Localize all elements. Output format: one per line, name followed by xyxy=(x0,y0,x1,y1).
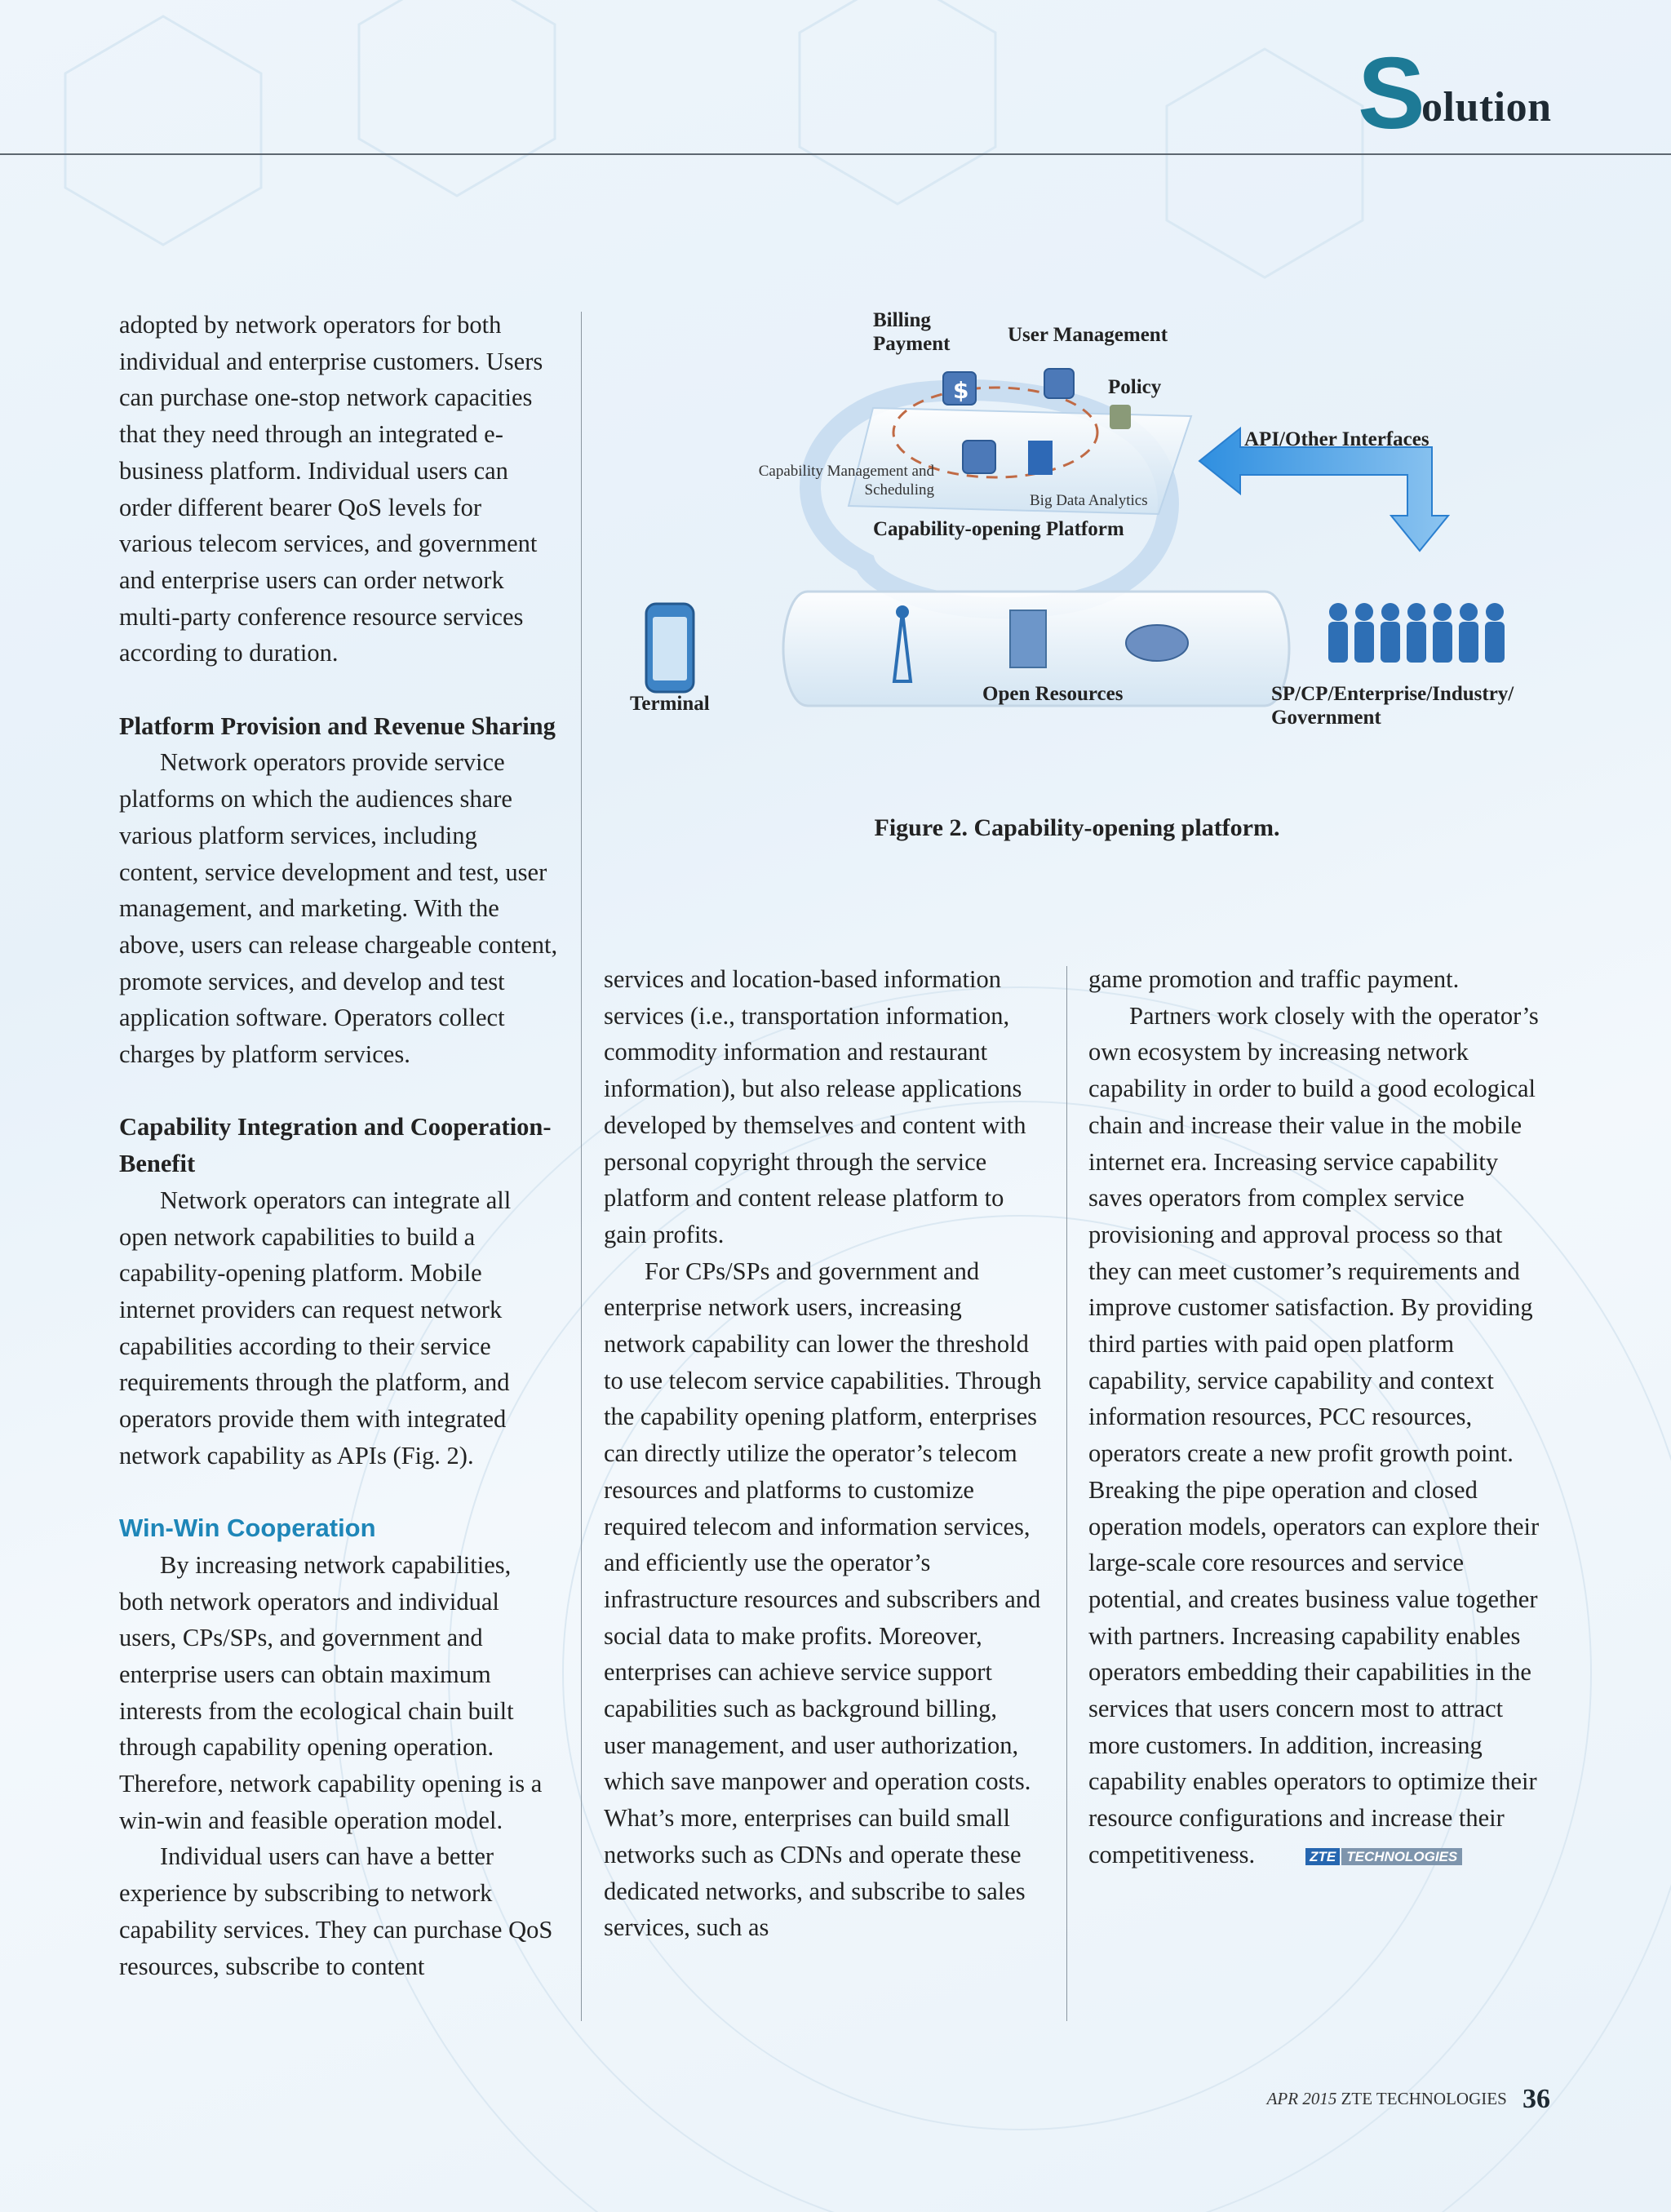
big-data-icon xyxy=(1028,441,1053,475)
page-number: 36 xyxy=(1523,2084,1550,2114)
policy-icon xyxy=(1110,405,1131,429)
subheading-platform-provision: Platform Provision and Revenue Sharing xyxy=(119,711,556,740)
paragraph: By increasing network capabilities, both network operators and individual users, CPs/SPs, and government and enterprise users can obtain maximum interests from the ecological chain built through capability opening operation. Therefore, network capability opening is a win-win and feasible operation model. xyxy=(119,1550,543,1834)
section-logo xyxy=(1358,38,1554,150)
label-policy: Policy xyxy=(1108,376,1162,398)
paragraph: game promotion and traffic payment. xyxy=(1088,965,1460,993)
column-3 xyxy=(1088,961,1545,1873)
paragraph-text: Partners work closely with the operator’s own ecosystem by increasing network capability in order to build a good ecological chain and increase their value in the mobile internet era. Increasing service capability saves operators from complex service provisioning and approval process so that they can meet customer’s requirements and improve customer satisfaction. By providing third parties with paid open platform capability, service capability and context information resources, PCC resources, operators create a new profit growth point. Breaking the pipe operation and closed operation models, operators can explore their large-scale core resources and service potential, and creates business value together with partners. Increasing capability enables operators embedding their capabilities in the services that users concern most to attract more customers. In addition, increasing capability enables operators to optimize their resource configurations and increase their competitiveness. xyxy=(1088,1001,1540,1868)
label-capability-management: Capability Management and Scheduling xyxy=(758,463,934,499)
paragraph: adopted by network operators for both individual and enterprise customers. Users can purchase one-stop network capacities that they need through an integrated e-business platform. Individual users can order different bearer QoS levels for various telecom services, and government and enterprise users can order network multi-party conference resource services according to duration. xyxy=(119,311,543,667)
section-initial: S xyxy=(1358,38,1425,150)
figure-capability-platform xyxy=(604,302,1550,873)
column-1 xyxy=(119,307,560,1984)
label-platform: Capability-opening Platform xyxy=(873,518,1124,540)
paragraph: Network operators provide service platforms on which the audiences share various platform services, including content, service development and test, user management, and marketing. With the above, users can release chargeable content, promote services, and develop and test application software. Operators collect charges by platform services. xyxy=(119,748,558,1069)
label-terminal: Terminal xyxy=(630,693,710,715)
people-icon xyxy=(1328,603,1505,663)
section-title: olution xyxy=(1421,84,1552,131)
zte-technologies-badge xyxy=(1265,1848,1462,1866)
label-api-interfaces: API/Other Interfaces xyxy=(1244,428,1429,450)
page-footer xyxy=(1267,2084,1550,2115)
paragraph: services and location-based information services (i.e., transportation information, commodity information and restaurant information), but also release applications developed by themselves and content with personal copyright through the service platform and content release platform to gain profits. xyxy=(604,965,1026,1248)
paragraph: Individual users can have a better experience by subscribing to network capability services. They can purchase QoS resources, subscribe to content xyxy=(119,1842,553,1980)
paragraph: Network operators can integrate all open network capabilities to build a capability-opening platform. Mobile internet providers can request network capabilities according to their service requirements through the platform, and operators provide them with integrated network capability as APIs (Fig. 2). xyxy=(119,1186,512,1469)
badge-zte: ZTE xyxy=(1305,1848,1340,1865)
column-divider xyxy=(581,312,582,2021)
column-2 xyxy=(604,961,1044,1946)
issue-date: APR 2015 xyxy=(1266,2089,1337,2108)
label-big-data: Big Data Analytics xyxy=(1030,492,1148,509)
server-icon xyxy=(1010,610,1046,667)
badge-technologies: TECHNOLOGIES xyxy=(1341,1848,1462,1865)
paragraph xyxy=(1088,998,1545,1873)
figure-caption: Figure 2. Capability-opening platform. xyxy=(874,814,1280,841)
label-open-resources: Open Resources xyxy=(982,683,1124,705)
label-user-management: User Management xyxy=(1008,324,1168,346)
magazine-name: ZTE TECHNOLOGIES xyxy=(1341,2089,1507,2108)
header-rule xyxy=(0,153,1671,155)
section-heading-win-win: Win-Win Cooperation xyxy=(119,1514,376,1543)
paragraph: For CPs/SPs and government and enterprise network users, increasing network capability can lower the threshold to use telecom service capabilities. Through the capability opening platform, enterprises can directly utilize the operator’s telecom resources and platforms to customize required telecom and information services, and efficiently use the operator’s infrastructure resources and subscribers and social data to make profits. Moreover, enterprises can achieve service support capabilities such as background billing, user management, and user authorization, which save manpower and operation costs. What’s more, enterprises can build small networks such as CDNs and operate these dedicated networks, and subscribe to sales services, such as xyxy=(604,1257,1042,1942)
label-billing-payment: Billing Payment xyxy=(873,309,951,355)
router-icon xyxy=(1126,625,1188,661)
dollar-icon: $ xyxy=(953,377,969,404)
column-divider xyxy=(1066,966,1067,2021)
subheading-capability-integration: Capability Integration and Cooperation-Benefit xyxy=(119,1113,552,1178)
label-sp-cp: SP/CP/Enterprise/Industry/ Government xyxy=(1271,683,1514,729)
